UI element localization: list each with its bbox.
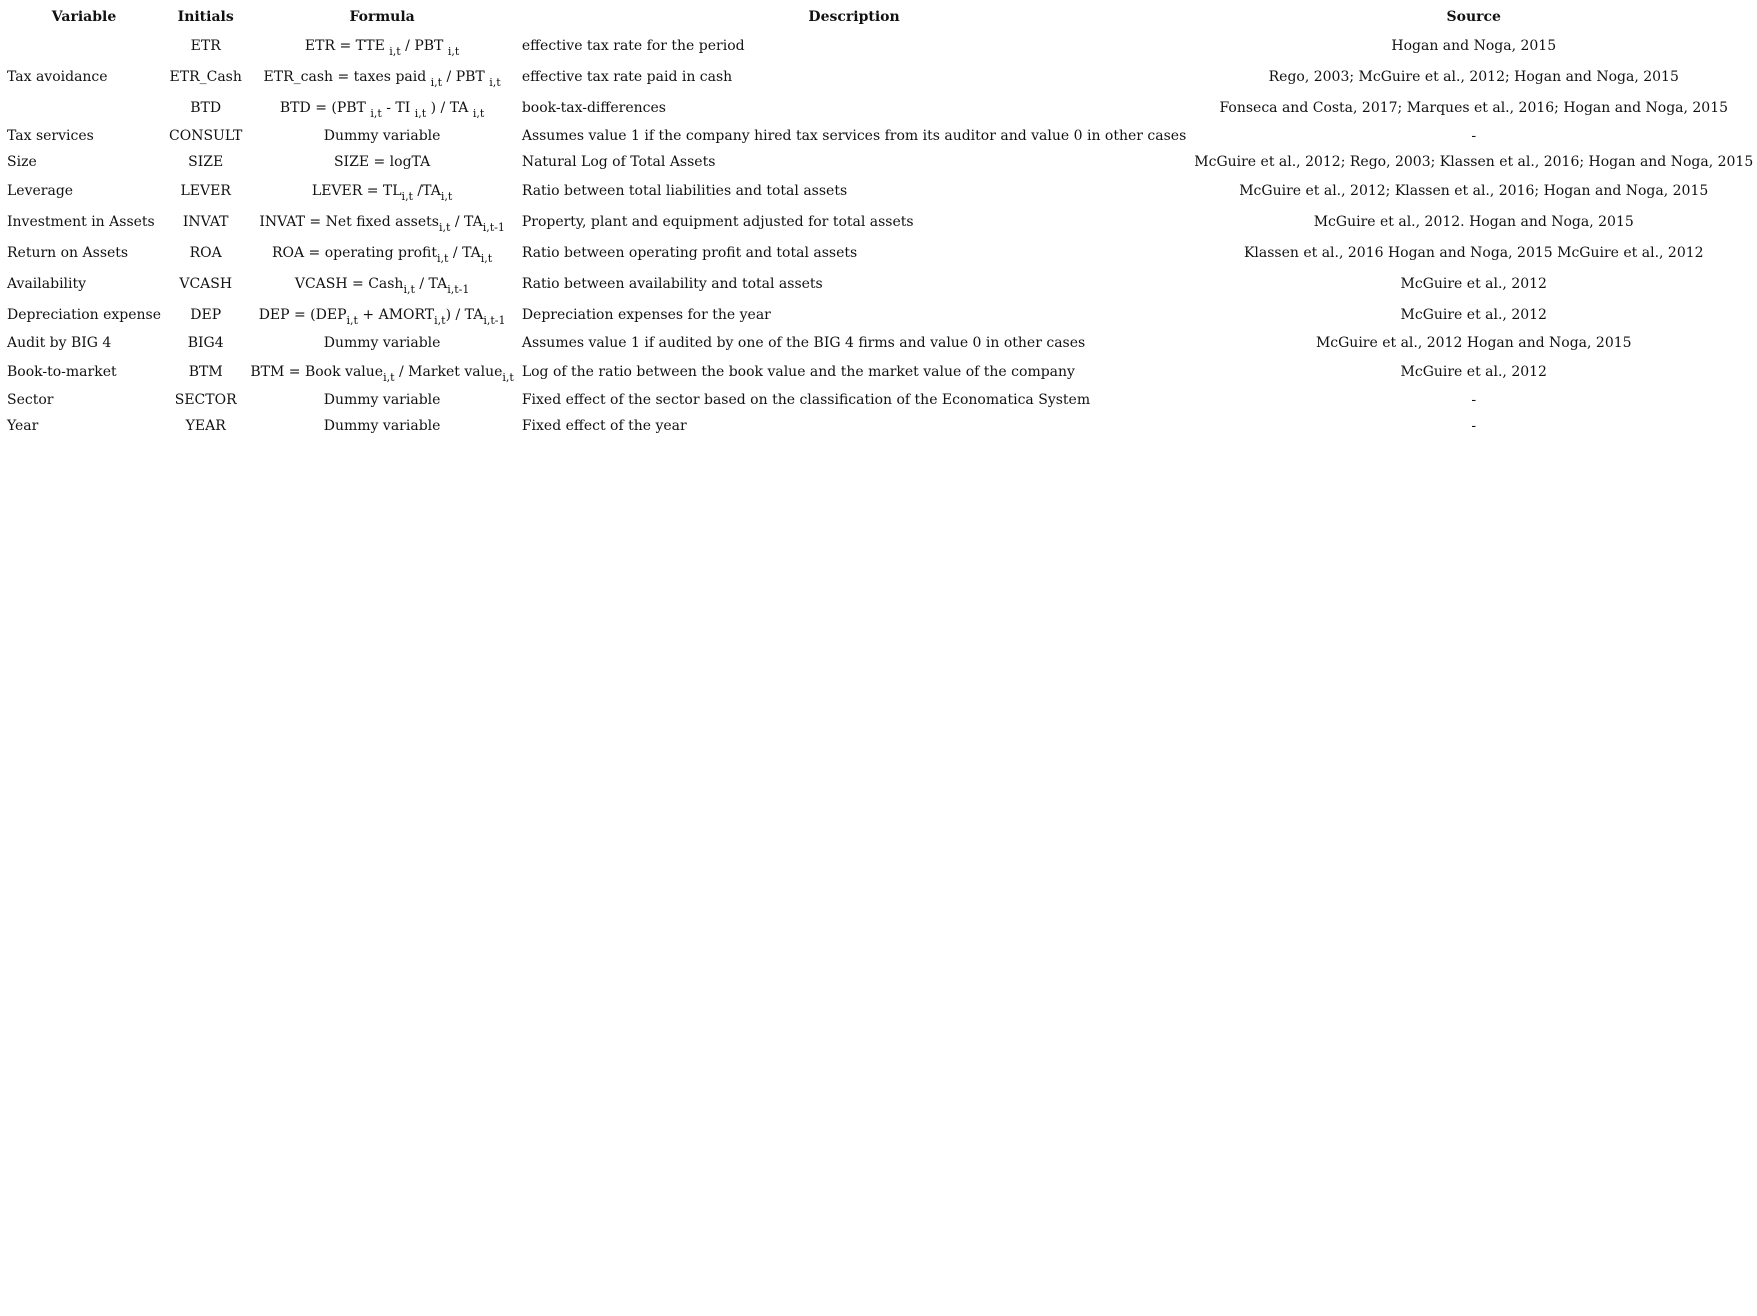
cell-formula (246, 30, 517, 61)
cell-formula (246, 175, 517, 206)
cell-initials: BTM (188, 363, 223, 380)
cell-source: Klassen et al., 2016 Hogan and Noga, 2015 McGuire et al., 2012 (1243, 244, 1704, 261)
formula-text: SIZE = logTA (333, 154, 431, 170)
table-row (3, 299, 1757, 330)
formula-subscript: i,t (370, 106, 382, 120)
formula-text: / TA (414, 275, 448, 292)
cell-source: Fonseca and Costa, 2017; Marques et al., 2016; Hogan and Noga, 2015 (1219, 99, 1729, 116)
cell-formula (246, 387, 517, 413)
table-row (3, 92, 1757, 123)
formula-subscript: i,t (403, 282, 415, 296)
table-row (3, 413, 1757, 439)
formula-text: / TA (448, 244, 481, 261)
cell-description: Assumes value 1 if audited by one of the BIG 4 firms and value 0 in other cases (521, 335, 1086, 351)
cell-initials: LEVER (180, 182, 231, 199)
formula-subscript: i,t (430, 75, 443, 89)
cell-initials: VCASH (179, 275, 233, 292)
table-row (3, 30, 1757, 61)
cell-source: Hogan and Noga, 2015 (1391, 37, 1557, 54)
formula-text: /TA (412, 182, 441, 199)
formula-text: INVAT = Net fixed assets (259, 213, 439, 230)
table-row (3, 330, 1757, 356)
header-description: Description (808, 9, 900, 25)
formula-subscript: i,t (434, 313, 446, 327)
formula-subscript: i,t (389, 44, 401, 58)
cell-variable: Book-to-market (7, 363, 117, 380)
header-variable: Variable (51, 9, 117, 25)
formula-text: / Market value (394, 363, 503, 380)
cell-source: McGuire et al., 2012 (1400, 363, 1547, 380)
header-formula: Formula (349, 9, 415, 25)
table-row (3, 123, 1757, 149)
cell-description: Log of the ratio between the book value and the market value of the company (521, 363, 1075, 380)
formula-text: Dummy variable (323, 392, 441, 408)
formula-subscript: i,t (401, 189, 413, 203)
cell-source: - (1471, 418, 1477, 434)
formula-text: ETR_cash = taxes paid (263, 68, 431, 85)
table-row (3, 175, 1757, 206)
cell-source: McGuire et al., 2012 Hogan and Noga, 2015 (1315, 335, 1632, 351)
table-row (3, 237, 1757, 268)
cell-initials: ROA (189, 244, 222, 261)
formula-text: ) / TA (445, 306, 484, 323)
cell-formula (246, 206, 517, 237)
formula-subscript: i,t (502, 370, 514, 384)
cell-initials: YEAR (185, 418, 226, 434)
cell-variable: Audit by BIG 4 (7, 335, 112, 351)
formula-subscript: i,t (437, 251, 449, 265)
formula-subscript: i,t (489, 75, 501, 89)
cell-formula (246, 299, 517, 330)
cell-description: book-tax-differences (521, 99, 666, 116)
cell-source: - (1471, 392, 1477, 408)
cell-initials: SECTOR (174, 392, 237, 408)
cell-initials: INVAT (182, 213, 229, 230)
cell-formula (246, 92, 517, 123)
cell-initials: CONSULT (169, 128, 243, 144)
cell-formula (246, 61, 517, 92)
cell-variable: Size (7, 154, 37, 170)
formula-text: BTD = (PBT (279, 99, 371, 116)
header-source: Source (1446, 9, 1501, 25)
formula-subscript: i,t (346, 313, 358, 327)
table-row (3, 268, 1757, 299)
cell-formula (246, 237, 517, 268)
cell-description: effective tax rate paid in cash (521, 68, 733, 85)
cell-source: McGuire et al., 2012 (1400, 306, 1547, 323)
cell-initials: DEP (190, 306, 222, 323)
formula-text: Dummy variable (323, 335, 441, 351)
cell-initials: ETR_Cash (169, 68, 242, 85)
formula-subscript: i,t-1 (483, 313, 506, 327)
cell-initials: BTD (190, 99, 222, 116)
cell-source: McGuire et al., 2012; Klassen et al., 2016; Hogan and Noga, 2015 (1239, 182, 1709, 199)
cell-formula (246, 268, 517, 299)
cell-source: McGuire et al., 2012 (1400, 275, 1547, 292)
cell-variable (3, 30, 165, 61)
formula-text: Dummy variable (323, 128, 441, 144)
formula-text: BTM = Book value (250, 363, 384, 380)
formula-text: ROA = operating profit (271, 244, 438, 261)
cell-initials: SIZE (188, 154, 224, 170)
cell-variable: Leverage (7, 182, 74, 199)
formula-text: - TI (381, 99, 415, 116)
formula-subscript: i,t-1 (482, 220, 505, 234)
formula-text: Dummy variable (323, 418, 441, 434)
table-row (3, 206, 1757, 237)
table-row (3, 149, 1757, 175)
formula-subscript: i,t (383, 370, 395, 384)
table-header-row (3, 4, 1757, 30)
cell-variable: Return on Assets (7, 244, 129, 261)
cell-description: effective tax rate for the period (521, 37, 745, 54)
cell-description: Ratio between availability and total assets (521, 275, 823, 292)
cell-description: Property, plant and equipment adjusted for total assets (521, 213, 914, 230)
formula-subscript: i,t (414, 106, 427, 120)
cell-description: Fixed effect of the sector based on the classification of the Economatica System (521, 392, 1091, 408)
cell-initials: ETR (190, 37, 221, 54)
table-row (3, 61, 1757, 92)
cell-description: Fixed effect of the year (521, 418, 687, 434)
cell-variable: Tax services (7, 128, 94, 144)
formula-text: / PBT (442, 68, 490, 85)
cell-source: McGuire et al., 2012; Rego, 2003; Klassen et al., 2016; Hogan and Noga, 2015 (1194, 154, 1754, 170)
cell-formula (246, 149, 517, 175)
formula-text: DEP = (DEP (258, 306, 347, 323)
cell-variable: Year (7, 418, 39, 434)
formula-subscript: i,t (440, 189, 453, 203)
table-body (3, 30, 1757, 439)
table-row (3, 356, 1757, 387)
formula-subscript: i,t (472, 106, 485, 120)
cell-formula (246, 413, 517, 439)
cell-variable: Sector (7, 392, 54, 408)
formula-subscript: i,t-1 (447, 282, 470, 296)
formula-text: VCASH = Cash (294, 275, 404, 292)
formula-text: ETR = TTE (304, 37, 390, 54)
cell-formula (246, 123, 517, 149)
cell-variable: Investment in Assets (7, 213, 155, 230)
formula-text: LEVER = TL (311, 182, 402, 199)
formula-text: + AMORT (357, 306, 435, 323)
cell-source: Rego, 2003; McGuire et al., 2012; Hogan and Noga, 2015 (1268, 68, 1679, 85)
header-initials: Initials (177, 9, 234, 25)
cell-description: Ratio between operating profit and total assets (521, 244, 858, 261)
cell-source: McGuire et al., 2012. Hogan and Noga, 2015 (1313, 213, 1634, 230)
cell-description: Depreciation expenses for the year (521, 306, 771, 323)
formula-text: / PBT (400, 37, 448, 54)
cell-source: - (1471, 128, 1477, 144)
formula-text: / TA (450, 213, 483, 230)
cell-variable: Depreciation expense (7, 306, 162, 323)
cell-variable (3, 92, 165, 123)
formula-text: ) / TA (426, 99, 473, 116)
cell-formula (246, 356, 517, 387)
cell-description: Natural Log of Total Assets (521, 154, 716, 170)
cell-description: Assumes value 1 if the company hired tax services from its auditor and value 0 in other cases (521, 128, 1187, 144)
table-row (3, 387, 1757, 413)
cell-variable: Tax avoidance (7, 68, 108, 85)
formula-subscript: i,t (447, 44, 460, 58)
cell-initials: BIG4 (187, 335, 224, 351)
variables-table (3, 4, 1757, 439)
formula-subscript: i,t (480, 251, 493, 265)
cell-formula (246, 330, 517, 356)
cell-description: Ratio between total liabilities and total assets (521, 182, 848, 199)
formula-subscript: i,t (438, 220, 451, 234)
cell-variable: Availability (7, 275, 87, 292)
